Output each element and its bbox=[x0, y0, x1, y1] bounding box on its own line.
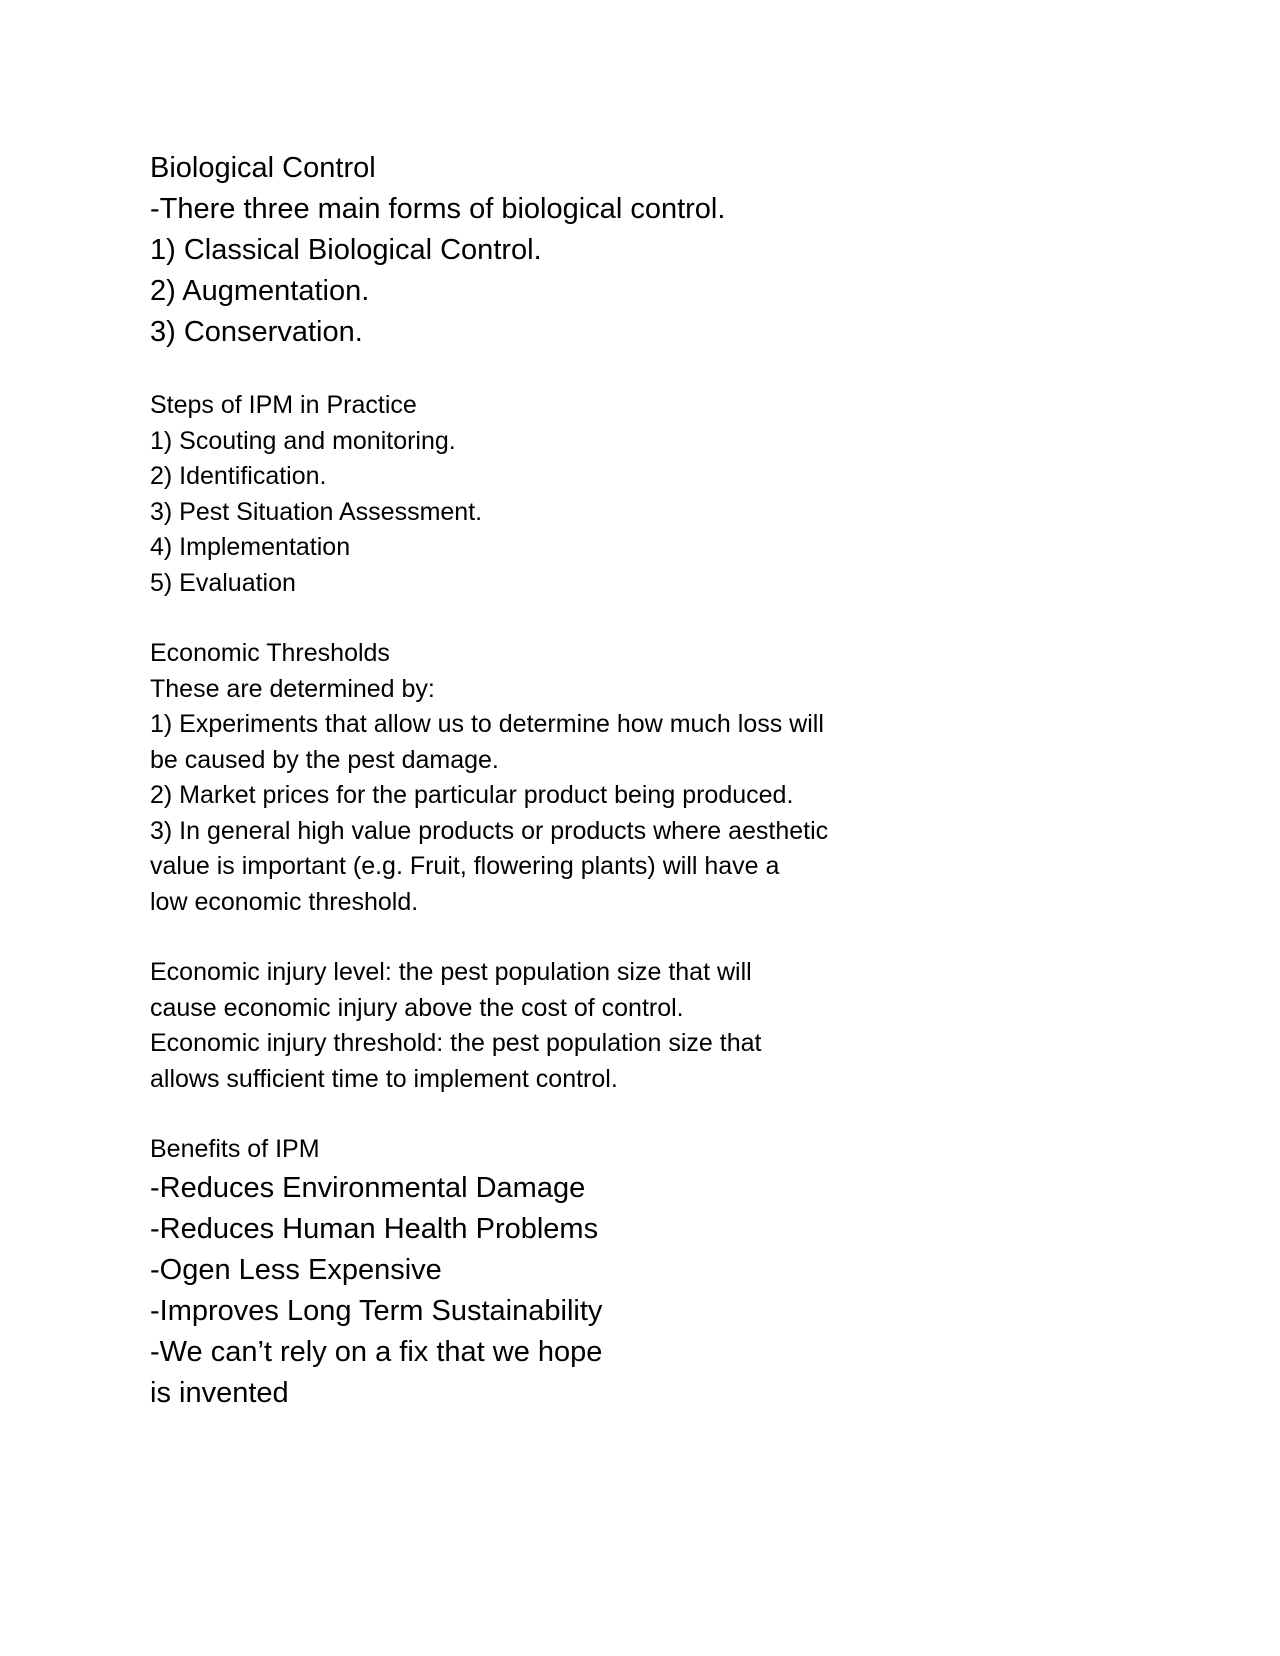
section-intro: -There three main forms of biological control. bbox=[150, 193, 726, 225]
benefit-line: -Reduces Environmental Damage bbox=[150, 1171, 586, 1204]
list-item: 4) Implementation bbox=[150, 533, 351, 561]
benefit-line: -Reduces Human Health Problems bbox=[150, 1212, 599, 1245]
text-line: 2) Market prices for the particular product being produced. bbox=[150, 781, 794, 809]
text-line: Economic injury level: the pest population size that will bbox=[150, 958, 752, 986]
injury-definitions-section bbox=[150, 955, 910, 1097]
list-item: 2) Identification. bbox=[150, 462, 327, 490]
section-intro: These are determined by: bbox=[150, 674, 435, 703]
text-line: cause economic injury above the cost of control. bbox=[150, 993, 684, 1022]
list-item: 2) Augmentation. bbox=[150, 275, 370, 307]
list-item: 5) Evaluation bbox=[150, 568, 296, 597]
paragraph-gap bbox=[150, 920, 910, 955]
economic-thresholds-section bbox=[150, 636, 910, 920]
text-line: 3) In general high value products or products where aesthetic bbox=[150, 816, 829, 845]
benefit-line: -Improves Long Term Sustainability bbox=[150, 1294, 603, 1327]
section-heading: Biological Control bbox=[150, 152, 376, 184]
list-item: 1) Scouting and monitoring. bbox=[150, 426, 456, 455]
biological-control-section bbox=[150, 148, 910, 353]
benefit-line: is invented bbox=[150, 1376, 289, 1409]
paragraph-gap bbox=[150, 353, 910, 388]
text-line: be caused by the pest damage. bbox=[150, 745, 499, 774]
paragraph-gap bbox=[150, 601, 910, 636]
text-line: allows sufficient time to implement control. bbox=[150, 1064, 618, 1093]
list-item: 3) Pest Situation Assessment. bbox=[150, 497, 483, 526]
text-line: 1) Experiments that allow us to determine how much loss will bbox=[150, 710, 824, 738]
section-heading: Steps of IPM in Practice bbox=[150, 391, 417, 419]
benefits-section bbox=[150, 1132, 910, 1414]
section-heading: Benefits of IPM bbox=[150, 1135, 320, 1163]
ipm-steps-section bbox=[150, 388, 910, 601]
benefit-line: -We can’t rely on a fix that we hope bbox=[150, 1335, 603, 1368]
list-item: 1) Classical Biological Control. bbox=[150, 234, 542, 266]
document-page bbox=[150, 148, 910, 1414]
text-line: low economic threshold. bbox=[150, 887, 419, 916]
text-line: Economic injury threshold: the pest population size that bbox=[150, 1029, 762, 1057]
text-line: value is important (e.g. Fruit, flowering plants) will have a bbox=[150, 852, 780, 880]
list-item: 3) Conservation. bbox=[150, 316, 363, 348]
benefit-line: -Ogen Less Expensive bbox=[150, 1253, 442, 1286]
section-heading: Economic Thresholds bbox=[150, 639, 390, 667]
paragraph-gap bbox=[150, 1097, 910, 1132]
